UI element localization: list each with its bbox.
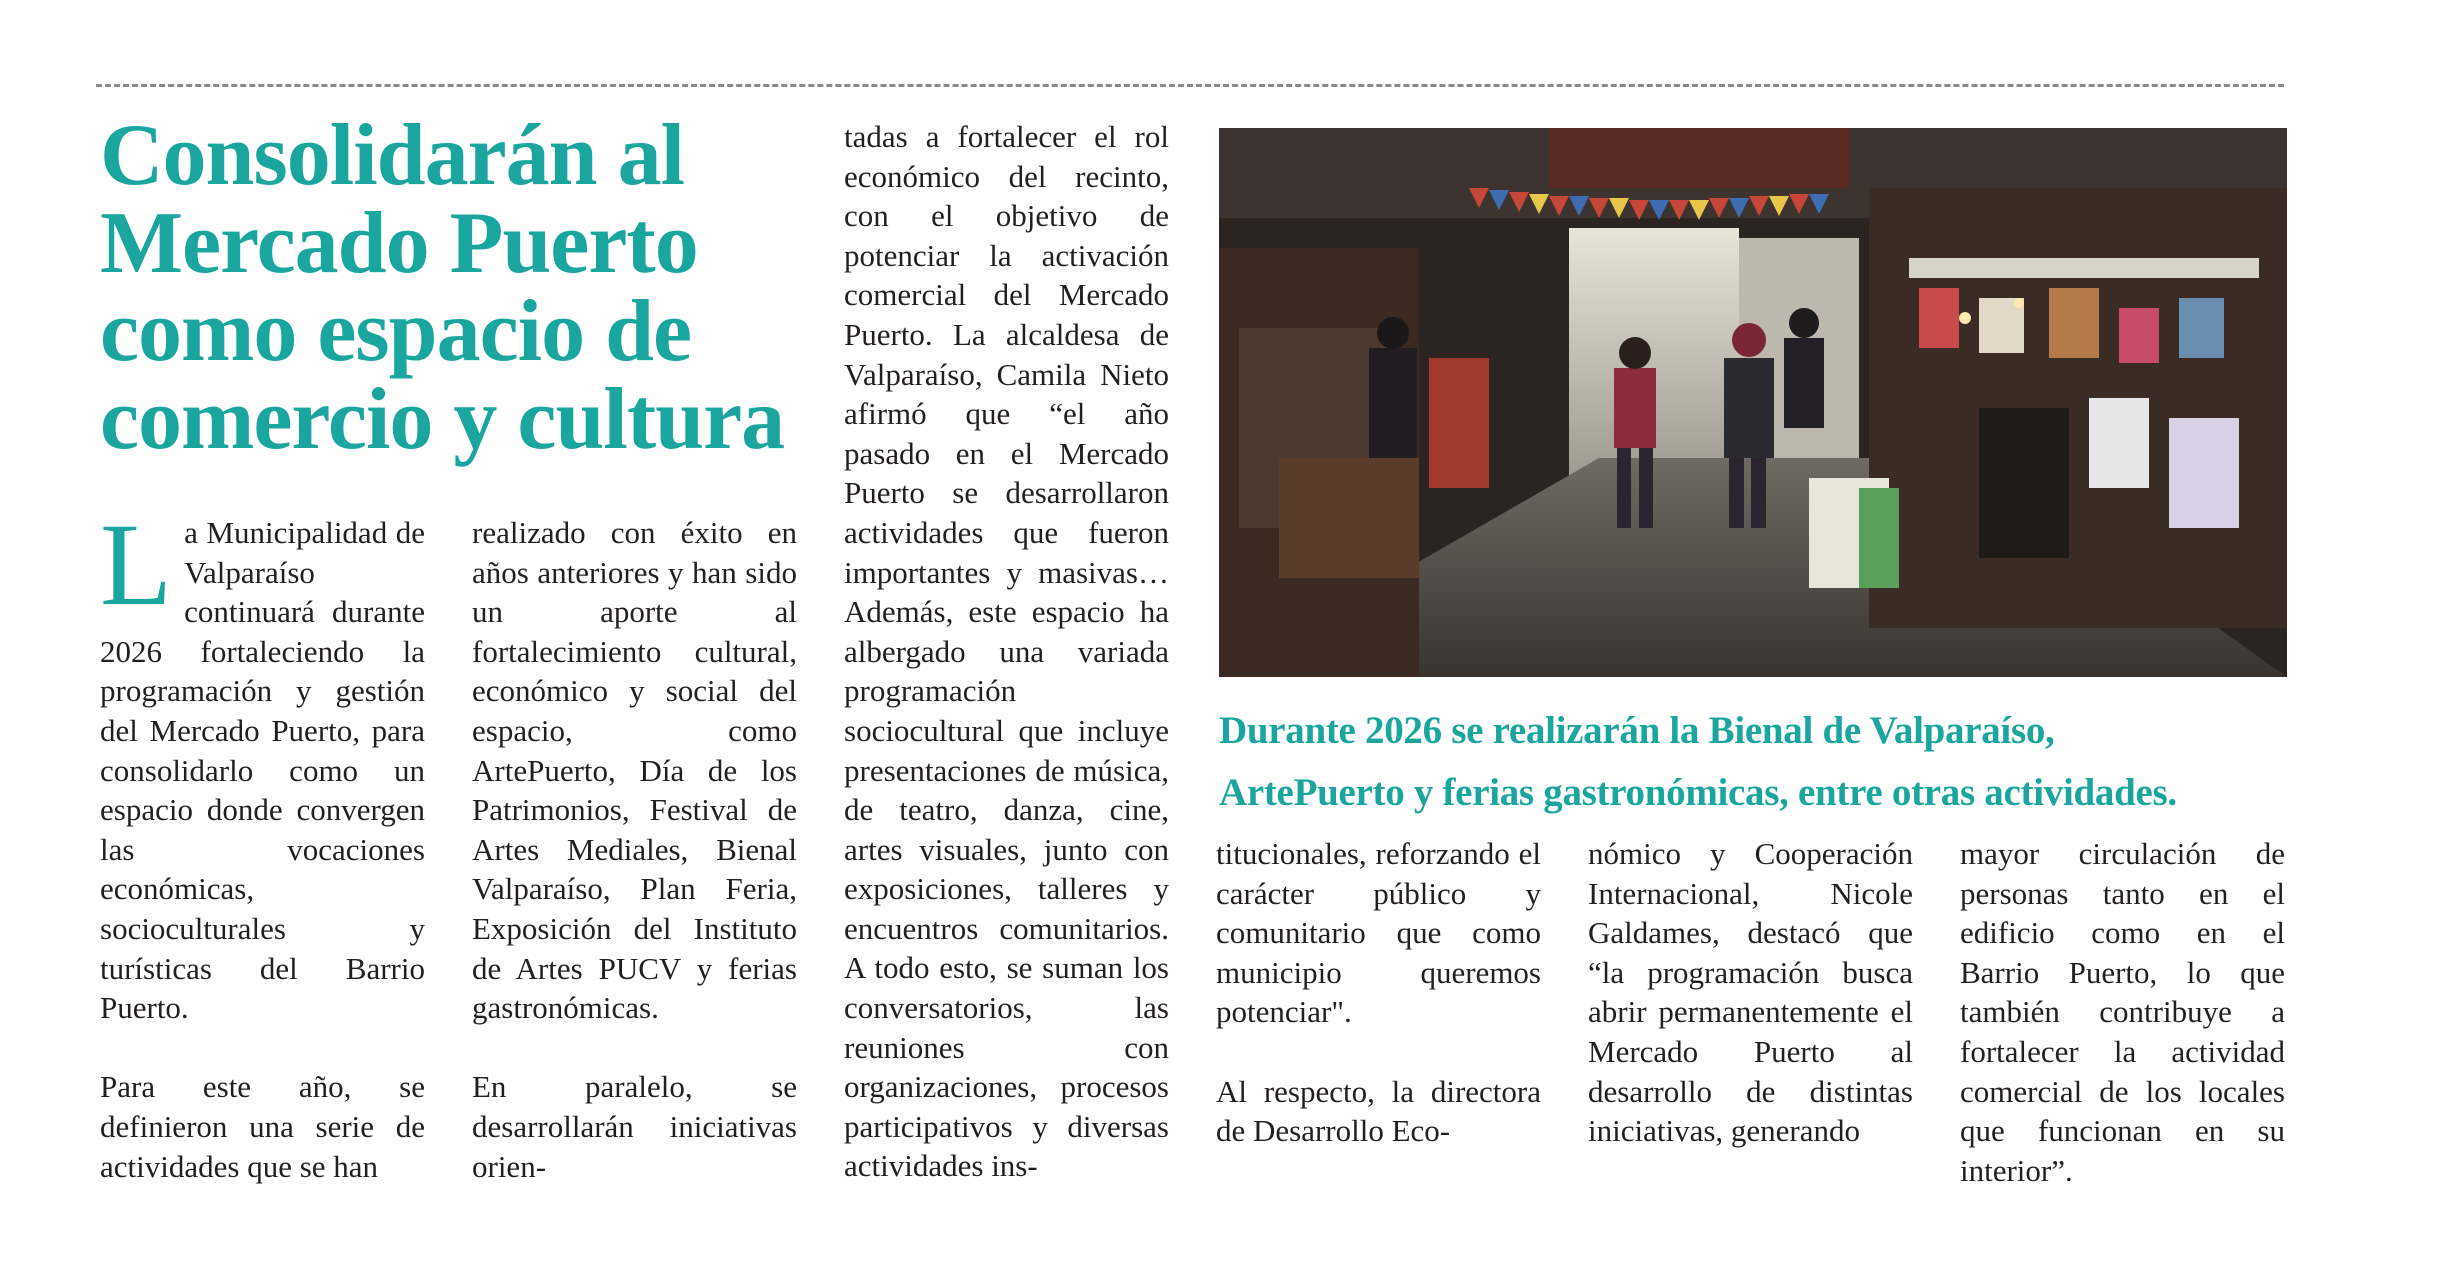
article-headline [100, 107, 820, 468]
body-paragraph: titucionales, reforzando el carácter público y comunitario que como municipio queremos potenciar". [1216, 836, 1541, 1030]
headline-line: comercio y cultura [100, 371, 785, 468]
body-paragraph [100, 499, 425, 1028]
body-paragraph: En paralelo, se desarrollarán iniciativas orien- [472, 1069, 797, 1184]
text-column-4 [1216, 834, 1541, 1151]
caption-line: Durante 2026 se realizarán la Bienal de Valparaíso, [1219, 709, 2055, 752]
text-column-1 [100, 499, 425, 1186]
body-paragraph: tadas a fortalecer el rol económico del recinto, con el objetivo de potenciar la activación comercial del Mercado Puerto. La alcaldesa de Valparaíso, Camila Nieto afirmó que “el año pasado en el Mercado Puerto se desarrollaron actividades que fueron importantes y masivas… Además, este espacio ha albergado una variada programación sociocultural que incluye presentaciones de música, de teatro, danza, cine, artes visuales, junto con exposiciones, talleres y encuentros comunitarios. A todo esto, se suman los conversatorios, las reuniones con organizaciones, procesos participativos y diversas actividades ins- [844, 119, 1169, 1184]
text-column-2 [472, 513, 797, 1186]
top-dashed-rule [96, 84, 2284, 87]
paragraph-text: a Municipalidad de Valparaíso continuará durante 2026 fortaleciendo la programación y gestión del Mercado Puerto, para consolidarlo como un espacio donde convergen las vocaciones económicas, socioculturales y turísticas del Barrio Puerto. [100, 515, 425, 1026]
body-paragraph: Al respecto, la directora de Desarrollo Eco- [1216, 1073, 1541, 1149]
market-photo [1219, 128, 2287, 677]
headline-line: Consolidarán al [100, 107, 685, 204]
body-paragraph: realizado con éxito en años anteriores y han sido un aporte al fortalecimiento cultural, económico y social del espacio, como ArtePuerto, Día de los Patrimonios, Festival de Artes Mediales, Bienal Valparaíso, Plan Feria, Exposición del Instituto de Artes PUCV y ferias gastronómicas. [472, 515, 797, 1026]
headline-line: Mercado Puerto [100, 195, 698, 292]
body-paragraph: Para este año, se definieron una serie de actividades que se han [100, 1069, 425, 1184]
body-paragraph: nómico y Cooperación Internacional, Nicole Galdames, destacó que “la programación busca abrir permanentemente el Mercado Puerto al desarrollo de distintas iniciativas, generando [1588, 836, 1913, 1149]
text-column-3 [844, 117, 1169, 1186]
text-column-6 [1960, 834, 2285, 1190]
caption-line: ArtePuerto y ferias gastronómicas, entre otras actividades. [1219, 771, 2177, 814]
market-interior-illustration [1219, 128, 2287, 677]
text-column-5 [1588, 834, 1913, 1151]
body-paragraph: mayor circulación de personas tanto en el edificio como en el Barrio Puerto, lo que también contribuye a fortalecer la actividad comercial de los locales que funcionan en su interior”. [1960, 836, 2285, 1188]
drop-cap: L [100, 499, 173, 630]
headline-line: como espacio de [100, 283, 692, 380]
photo-caption [1219, 700, 2299, 824]
